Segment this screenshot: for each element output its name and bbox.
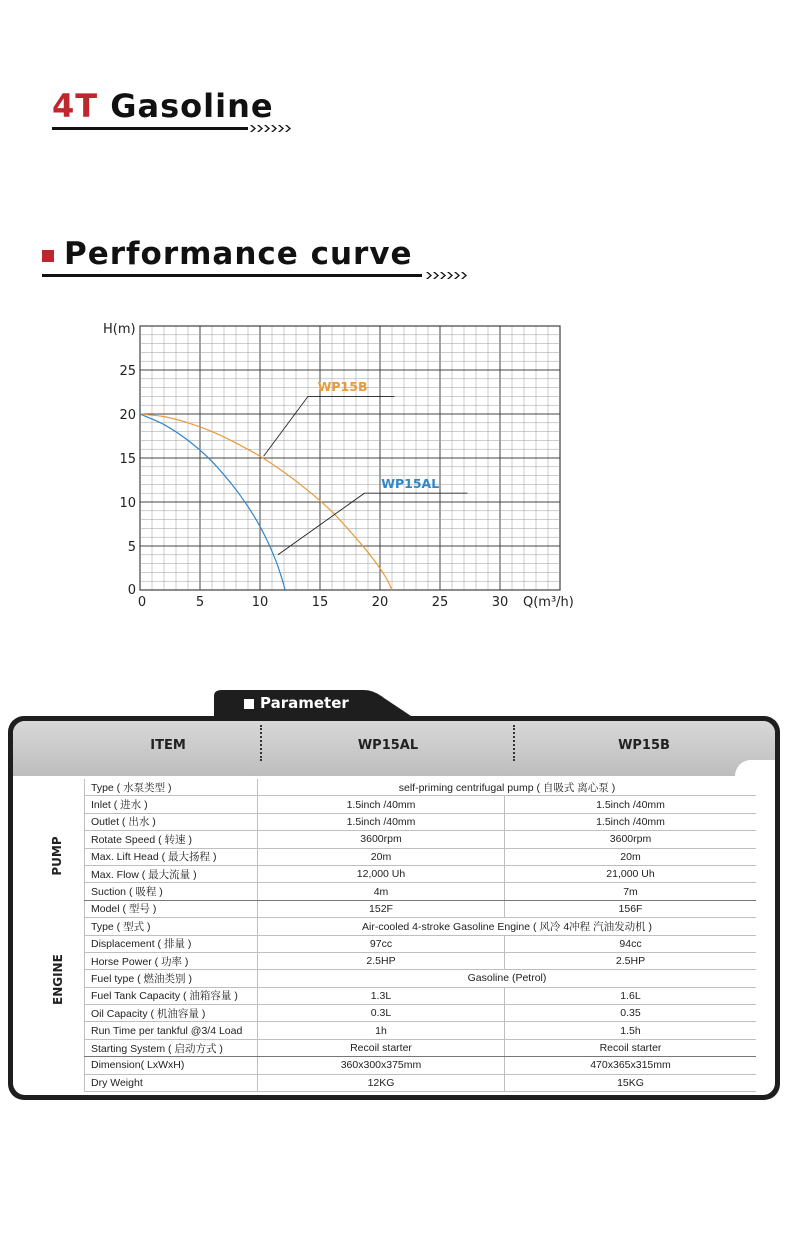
row-label: Max. Flow ( 最大流量 ) (85, 865, 258, 882)
table-row (85, 918, 757, 935)
parameter-tab-text: Parameter (260, 694, 349, 712)
row-label: Dimension( LxWxH) (85, 1057, 258, 1074)
row-label: Oil Capacity ( 机油容量 ) (85, 1005, 258, 1022)
row-value-wp15b: 94cc (505, 935, 757, 952)
row-value-wp15b: 470x365x315mm (505, 1057, 757, 1074)
header-divider (513, 725, 515, 761)
table-row (85, 1022, 757, 1039)
table-row (85, 865, 757, 882)
brand-main: Gasoline (110, 87, 274, 125)
x-tick-label-origin: 0 (137, 595, 147, 610)
chart-grid (140, 326, 560, 590)
row-value-wp15al: 360x300x375mm (258, 1057, 505, 1074)
row-label: Dry Weight (85, 1074, 258, 1091)
row-label: Fuel type ( 燃油类别 ) (85, 970, 258, 987)
row-value-wp15b: 0.35 (505, 1005, 757, 1022)
row-label: Displacement ( 排量 ) (85, 935, 258, 952)
header-col-wp15al: WP15AL (357, 738, 419, 753)
parameter-table (84, 779, 756, 1092)
row-value-wp15b: 15KG (505, 1074, 757, 1091)
y-tick-label: 0 (127, 583, 136, 598)
row-value-wp15b: 156F (505, 900, 757, 917)
row-value-shared: Air-cooled 4-stroke Gasoline Engine ( 风冷 4冲程 汽油发动机 ) (258, 918, 757, 935)
table-row (85, 1039, 757, 1056)
row-value-wp15al: 4m (258, 883, 505, 900)
row-label: Horse Power ( 功率 ) (85, 952, 258, 969)
group-label-pump: PUMP (50, 836, 64, 876)
row-value-wp15al: 3600rpm (258, 831, 505, 848)
table-row (85, 987, 757, 1004)
series-label-wp15al: WP15AL (381, 475, 440, 491)
table-row (85, 883, 757, 900)
table-row (85, 952, 757, 969)
row-label: Starting System ( 启动方式 ) (85, 1039, 258, 1056)
parameter-table-header (13, 721, 775, 776)
brand-accent: 4T (52, 87, 99, 125)
table-row (85, 848, 757, 865)
parameter-panel (8, 716, 780, 1100)
row-value-wp15al: 1.5inch /40mm (258, 813, 505, 830)
parameter-tab-label (242, 694, 349, 712)
y-tick-label: 15 (119, 452, 136, 467)
row-value-shared: Gasoline (Petrol) (258, 970, 757, 987)
row-value-wp15b: 1.5inch /40mm (505, 796, 757, 813)
table-row (85, 779, 757, 796)
row-label: Run Time per tankful @3/4 Load (85, 1022, 258, 1039)
table-row (85, 935, 757, 952)
section-title-text: Performance curve (64, 236, 413, 272)
x-tick-label: 20 (371, 595, 389, 610)
row-value-wp15b: Recoil starter (505, 1039, 757, 1056)
brand-title (52, 88, 274, 124)
row-value-wp15al: 2.5HP (258, 952, 505, 969)
row-value-wp15al: 12KG (258, 1074, 505, 1091)
y-tick-label: 10 (119, 496, 136, 511)
row-label: Type ( 水泵类型 ) (85, 779, 258, 796)
table-row (85, 1057, 757, 1074)
row-value-wp15al: 97cc (258, 935, 505, 952)
row-value-wp15b: 20m (505, 848, 757, 865)
table-row (85, 900, 757, 917)
row-value-wp15al: 0.3L (258, 1005, 505, 1022)
table-row (85, 1005, 757, 1022)
row-value-wp15b: 7m (505, 883, 757, 900)
table-row (85, 796, 757, 813)
row-label: Rotate Speed ( 转速 ) (85, 831, 258, 848)
section-marker (42, 250, 54, 262)
row-value-wp15al: 1h (258, 1022, 505, 1039)
row-label: Outlet ( 出水 ) (85, 813, 258, 830)
header-col-wp15b: WP15B (618, 738, 670, 753)
row-value-wp15b: 1.6L (505, 987, 757, 1004)
row-value-wp15al: 1.5inch /40mm (258, 796, 505, 813)
x-tick-label: 5 (195, 595, 205, 610)
group-label-engine: ENGINE (51, 954, 65, 1005)
row-value-wp15b: 1.5h (505, 1022, 757, 1039)
brand-underline (52, 125, 292, 133)
row-value-wp15al: 152F (258, 900, 505, 917)
table-row (85, 970, 757, 987)
row-label: Inlet ( 进水 ) (85, 796, 258, 813)
x-tick-label: 15 (311, 595, 329, 610)
row-label: Fuel Tank Capacity ( 油箱容量 ) (85, 987, 258, 1004)
row-value-wp15b: 2.5HP (505, 952, 757, 969)
x-tick-label: 10 (251, 595, 269, 610)
header-item: ITEM (150, 738, 186, 753)
y-tick-label: 25 (119, 364, 136, 379)
x-axis-label: Q(m³/h) (523, 595, 574, 610)
y-axis-label: H(m) (103, 322, 136, 337)
series-label-wp15b: WP15B (317, 379, 368, 395)
header-divider (260, 725, 262, 761)
row-value-wp15b: 21,000 Uh (505, 865, 757, 882)
table-row (85, 813, 757, 830)
table-row (85, 831, 757, 848)
row-value-wp15b: 1.5inch /40mm (505, 813, 757, 830)
row-value-shared: self-priming centrifugal pump ( 自吸式 离心泵 ) (258, 779, 757, 796)
parameter-panel-inner (13, 721, 775, 1095)
performance-chart (95, 310, 595, 620)
row-value-wp15al: 20m (258, 848, 505, 865)
row-label: Max. Lift Head ( 最大扬程 ) (85, 848, 258, 865)
y-tick-label: 20 (119, 408, 136, 423)
row-value-wp15al: Recoil starter (258, 1039, 505, 1056)
row-value-wp15al: 12,000 Uh (258, 865, 505, 882)
x-tick-label: 30 (491, 595, 509, 610)
row-label: Model ( 型号 ) (85, 900, 258, 917)
row-label: Suction ( 吸程 ) (85, 883, 258, 900)
row-label: Type ( 型式 ) (85, 918, 258, 935)
section-underline (42, 272, 470, 280)
x-tick-label: 25 (431, 595, 449, 610)
table-row (85, 1074, 757, 1091)
row-value-wp15al: 1.3L (258, 987, 505, 1004)
row-value-wp15b: 3600rpm (505, 831, 757, 848)
y-tick-label: 5 (127, 540, 136, 555)
